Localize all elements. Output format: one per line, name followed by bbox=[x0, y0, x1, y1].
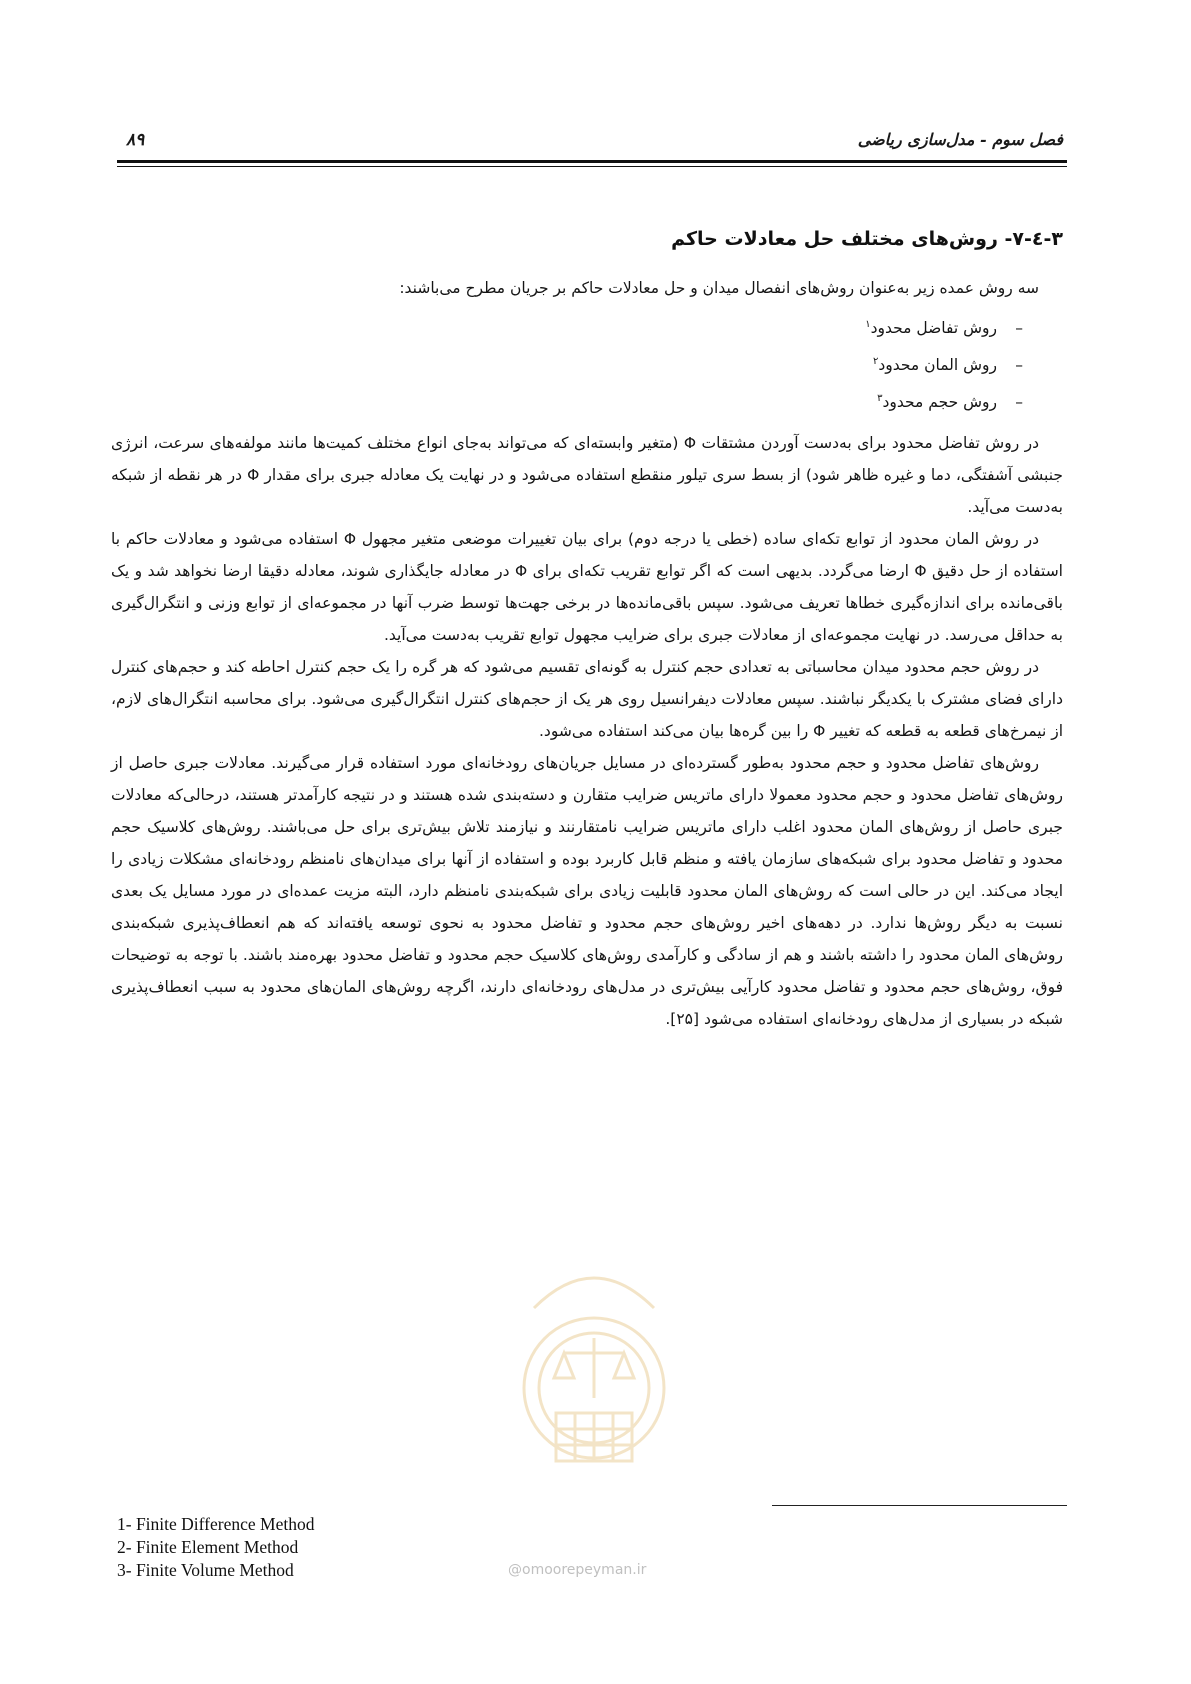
footnote-ref: ۲ bbox=[872, 355, 879, 367]
list-item: –روش تفاضل محدود$^۱$ bbox=[865, 318, 1023, 337]
footnote-item: 2- Finite Element Method bbox=[117, 1537, 299, 1557]
watermark-url: @omoorepeyman.ir bbox=[508, 1562, 647, 1578]
footnote-item: 3- Finite Volume Method bbox=[117, 1560, 294, 1580]
paragraph-finite-volume: در روش حجم محدود میدان محاسباتی به تعدادی حجم کنترل به گونه‌ای تقسیم می‌شود که هر گره را یک حجم کنترل احاطه کند و حجم‌های کنترل دارای فضای مشترک با یکدیگر نباشند. سپس معادلات دیفرانسیل روی هر یک از حجم‌های کنترل انتگرال‌گیری می‌شود. برای محاسبه انتگرال‌های لازم، از نیمرخ‌های قطعه به قطعه که تغییر Φ را بین گره‌ها بیان می‌کند استفاده می‌شود. bbox=[111, 658, 1063, 740]
footnotes bbox=[117, 1513, 314, 1582]
footnote-ref: ۳ bbox=[877, 392, 883, 404]
list-item: –روش المان محدود$^۲$ bbox=[872, 355, 1023, 374]
paragraph-comparison: روش‌های تفاضل محدود و حجم محدود به‌طور گسترده‌ای در مسایل جریان‌های رودخانه‌ای مورد استفاده قرار می‌گیرند. معادلات جبری حاصل از روش‌های تفاضل محدود و حجم محدود معمولا دارای ماتریس ضرایب متقارن و دسته‌بندی شده هستند و در نتیجه کارآمدتر هستند، درحالی‌که معادلات جبری حاصل از روش‌های المان محدود اغلب دارای ماتریس ضرایب نامتقارنند و نیازمند تلاش بیش‌تری برای حل می‌باشند. روش‌های کلاسیک حجم محدود و تفاضل محدود برای شبکه‌های سازمان یافته و منظم قابل کاربرد بوده و استفاده از آنها برای میدان‌های نامنظم رودخانه‌ای مشکلات زیادی را ایجاد می‌کند. این در حالی است که روش‌های المان محدود قابلیت زیادی برای شبکه‌بندی نامنظم دارد، البته مزیت عمده‌ای در مورد مسایل یک بعدی نسبت به دیگر روش‌ها ندارد. در دهه‌های اخیر روش‌های حجم محدود و تفاضل محدود به نحوی توسعه یافته‌اند که هم انعطاف‌پذیری شبکه‌بندی روش‌های المان محدود را داشته باشند و هم از سادگی و کارآمدی روش‌های کلاسیک حجم محدود و تفاضل محدود بهره‌مند باشند. با توجه به توضیحات فوق، روش‌های حجم محدود و تفاضل محدود کارآیی بیش‌تری در مدل‌های رودخانه‌ای دارند، اگرچه روش‌های المان‌های محدود به سبب انعطاف‌پذیری شبکه در بسیاری از مدل‌های رودخانه‌ای استفاده می‌شود [۲۵]. bbox=[111, 754, 1063, 1028]
section-heading: ۳-٤-۷- روش‌های مختلف حل معادلات حاکم bbox=[671, 228, 1063, 250]
list-item: –روش حجم محدود$^۳$ bbox=[877, 392, 1023, 411]
footnote-rule bbox=[772, 1505, 1067, 1506]
paragraph-finite-difference: در روش تفاضل محدود برای به‌دست آوردن مشتقات Φ (متغیر وابسته‌ای که می‌تواند به‌جای انواع مختلف کمیت‌ها مانند مولفه‌های سرعت، انرژی جنبشی آشفتگی، دما و غیره ظاهر شود) از بسط سری تیلور منقطع استفاده می‌شود و در نهایت یک معادله جبری برای مقدار Φ در هر نقطه از شبکه به‌دست می‌آید. bbox=[111, 434, 1063, 516]
page-number: ۸۹ bbox=[126, 130, 145, 150]
header-rule-thin bbox=[117, 166, 1067, 167]
footnote-ref: ۱ bbox=[865, 318, 871, 330]
intro-paragraph: سه روش عمده زیر به‌عنوان روش‌های انفصال میدان و حل معادلات حاکم بر جریان مطرح می‌باشند: bbox=[399, 279, 1039, 297]
running-header-chapter: فصل سوم - مدل‌سازی ریاضی bbox=[857, 130, 1063, 149]
methods-list bbox=[111, 310, 1063, 421]
header-rule bbox=[117, 160, 1067, 163]
footnote-item: 1- Finite Difference Method bbox=[117, 1514, 315, 1534]
watermark-seal-icon bbox=[484, 1238, 704, 1498]
paragraph-finite-element: در روش المان محدود از توابع تکه‌ای ساده (خطی یا درجه دوم) برای بیان تغییرات موضعی متغیر مجهول Φ استفاده می‌شود و معادلات حاکم با استفاده از حل دقیق Φ ارضا می‌گردد. بدیهی است که اگر توابع تقریب تکه‌ای برای Φ در معادله جایگذاری شوند، معادله دقیقا ارضا نخواهد شد و یک باقی‌مانده برای اندازه‌گیری خطاها تعریف می‌شود. سپس باقی‌مانده‌ها در برخی جهت‌ها توسط ضرب آنها در مجموعه‌ای از توابع وزنی و انتگرال‌گیری به حداقل می‌رسد. در نهایت مجموعه‌ای از معادلات جبری برای ضرایب مجهول توابع تقریب به‌دست می‌آید. bbox=[111, 530, 1063, 644]
body-text bbox=[111, 272, 1063, 1035]
